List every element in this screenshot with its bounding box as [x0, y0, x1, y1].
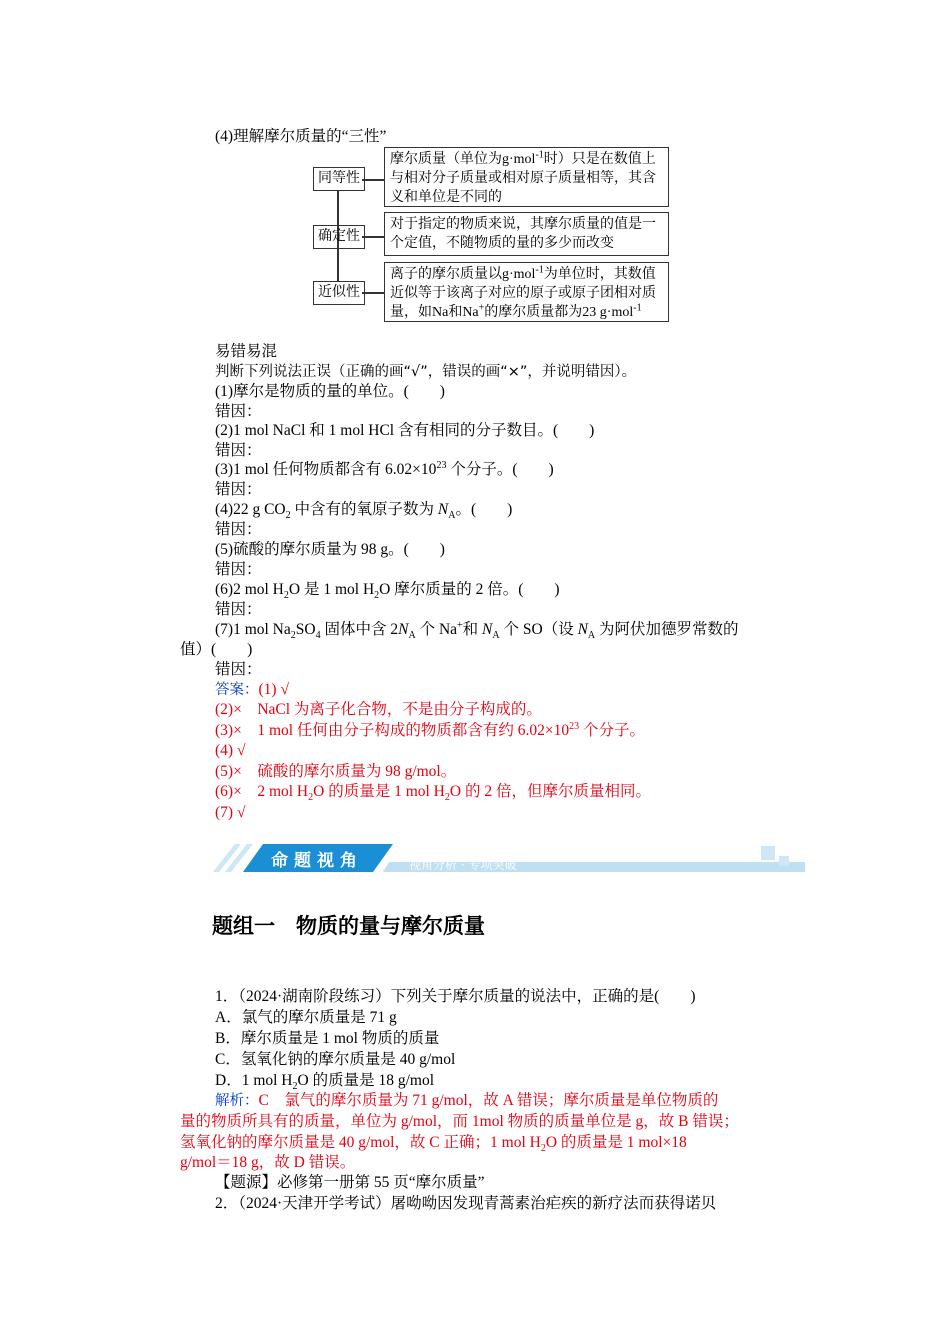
- analysis-label: 解析：: [215, 1093, 259, 1109]
- answer-7: (7) √: [215, 804, 246, 821]
- reason-label: 错因：: [215, 403, 262, 420]
- label-jinsixing: 近似性: [313, 281, 365, 305]
- desc-box-1: [384, 147, 669, 207]
- reason-label: 错因：: [215, 561, 262, 578]
- question-4: (4)22 g $CO_2$ 中含有的氧原子数为 $N_A$。( ): [215, 501, 513, 522]
- answer-1: 答案：(1) √: [215, 681, 289, 698]
- q1-option-b: B．摩尔质量是 1 mol 物质的质量: [215, 1030, 440, 1047]
- question-1: (1)摩尔是物质的量的单位。( ): [215, 383, 445, 400]
- group-heading: 题组一 物质的量与摩尔质量: [212, 914, 485, 938]
- desc-text: 与相对分子质量或相对原子质量相等，其含: [390, 171, 656, 186]
- section-banner: [213, 842, 805, 874]
- desc-text: 个定值，不随物质的量的多少而改变: [390, 236, 614, 251]
- q1-stem: 1．（2024·湖南阶段练习）下列关于摩尔质量的说法中，正确的是( ): [215, 988, 696, 1005]
- question-3: (3)1 mol 任何物质都含有 $6.02\times 10^{23}$ 个分子。( ): [215, 459, 554, 478]
- desc-text: 为单位时，其数值: [543, 267, 656, 282]
- answer-3: (3)× 1 mol 任何由分子构成的物质都含有约 $6.02\times 10^{23}$ 个分子。: [215, 720, 646, 739]
- q1-option-c: C．氢氧化钠的摩尔质量是 40 g/mol: [215, 1051, 456, 1068]
- answer-6: (6)× 2 mol $H_2O$ 的质量是 1 mol $H_2O$ 的 2 倍，但摩尔质量相同。: [215, 783, 651, 804]
- desc-text: 义和单位是不同的: [390, 190, 502, 205]
- reason-label: 错因：: [215, 601, 262, 618]
- mistakes-instruction: 判断下列说法正误（正确的画“√”，错误的画“×”，并说明错因）。: [215, 364, 637, 380]
- section-title: (4)理解摩尔质量的“三性”: [215, 128, 387, 145]
- q1-analysis-line4: g/mol＝18 g，故 D 错误。: [180, 1154, 356, 1171]
- label-quedingxing: 确定性: [313, 225, 365, 249]
- question-2: (2)1 mol NaCl 和 1 mol HCl 含有相同的分子数目。( ): [215, 422, 595, 439]
- desc-sup: -1: [535, 149, 544, 161]
- desc-sup: +: [478, 302, 485, 314]
- reason-label: 错因：: [215, 661, 262, 678]
- banner-title: 命题视角: [271, 851, 363, 871]
- reason-label: 错因：: [215, 521, 262, 538]
- desc-text: 离子的摩尔质量以g·mol: [390, 267, 536, 282]
- label-tongdengxing: 同等性: [313, 167, 365, 191]
- desc-text: 量，如Na和Na: [390, 305, 479, 320]
- mistakes-title: 易错易混: [215, 343, 278, 360]
- q1-source: 【题源】必修第一册第 55 页“摩尔质量”: [215, 1174, 485, 1191]
- q1-option-a: A．氯气的摩尔质量是 71 g: [215, 1009, 397, 1026]
- q1-analysis-line1: 解析：C 氯气的摩尔质量为 71 g/mol，故 A 错误；摩尔质量是单位物质的: [215, 1092, 719, 1109]
- q1-option-d: D．1 mol $H_2O$ 的质量是 18 g/mol: [215, 1072, 435, 1093]
- reason-label: 错因：: [215, 442, 262, 459]
- desc-box-3: [384, 262, 669, 322]
- desc-text: 时）只是在数值上: [543, 152, 656, 167]
- desc-text: 摩尔质量（单位为g·mol: [390, 152, 536, 167]
- desc-text: 的摩尔质量都为23 g·mol: [484, 305, 634, 320]
- answer-5: (5)× 硫酸的摩尔质量为 98 g/mol。: [215, 763, 457, 780]
- desc-sup: -1: [535, 264, 544, 276]
- answer-label: 答案：: [215, 682, 259, 698]
- banner-subtitle: 视角分析 · 专项突破: [409, 858, 517, 872]
- question-7: (7)1 mol $Na_2SO_4$ 固体中含 $2N_A$ 个 Na+和 $N_A$ 个 SO（设 $N_A$ 为阿伏加德罗常数的: [215, 619, 739, 642]
- desc-box-2: [384, 212, 669, 256]
- answer-4: (4) √: [215, 742, 246, 759]
- desc-text: 对于指定的物质来说，其摩尔质量的值是一: [390, 217, 656, 232]
- question-5: (5)硫酸的摩尔质量为 98 g。( ): [215, 541, 445, 558]
- connector-h1: [362, 179, 384, 181]
- desc-text: 近似等于该离子对应的原子或原子团相对质: [390, 286, 656, 301]
- connector-h3: [362, 292, 384, 294]
- q1-analysis-line2: 量的物质所具有的质量，单位为 g/mol，而 1mol 物质的质量单位是 g，故 B 错误；: [180, 1113, 739, 1130]
- desc-sup: -1: [633, 302, 642, 314]
- connector-h2: [362, 236, 384, 238]
- q2-stem: 2．（2024·天津开学考试）屠呦呦因发现青蒿素治疟疾的新疗法而获得诺贝: [215, 1195, 717, 1212]
- question-6: (6)2 mol $H_2O$ 是 1 mol $H_2O$ 摩尔质量的 2 倍。( ): [215, 581, 560, 602]
- question-7-cont: 值）( ): [180, 641, 253, 658]
- reason-label: 错因：: [215, 481, 262, 498]
- answer-2: (2)× NaCl 为离子化合物，不是由分子构成的。: [215, 701, 542, 718]
- q1-analysis-line3: 氢氧化钠的摩尔质量是 40 g/mol，故 C 正确；1 mol $H_2O$ 的质量是 1 mol×18: [180, 1134, 687, 1155]
